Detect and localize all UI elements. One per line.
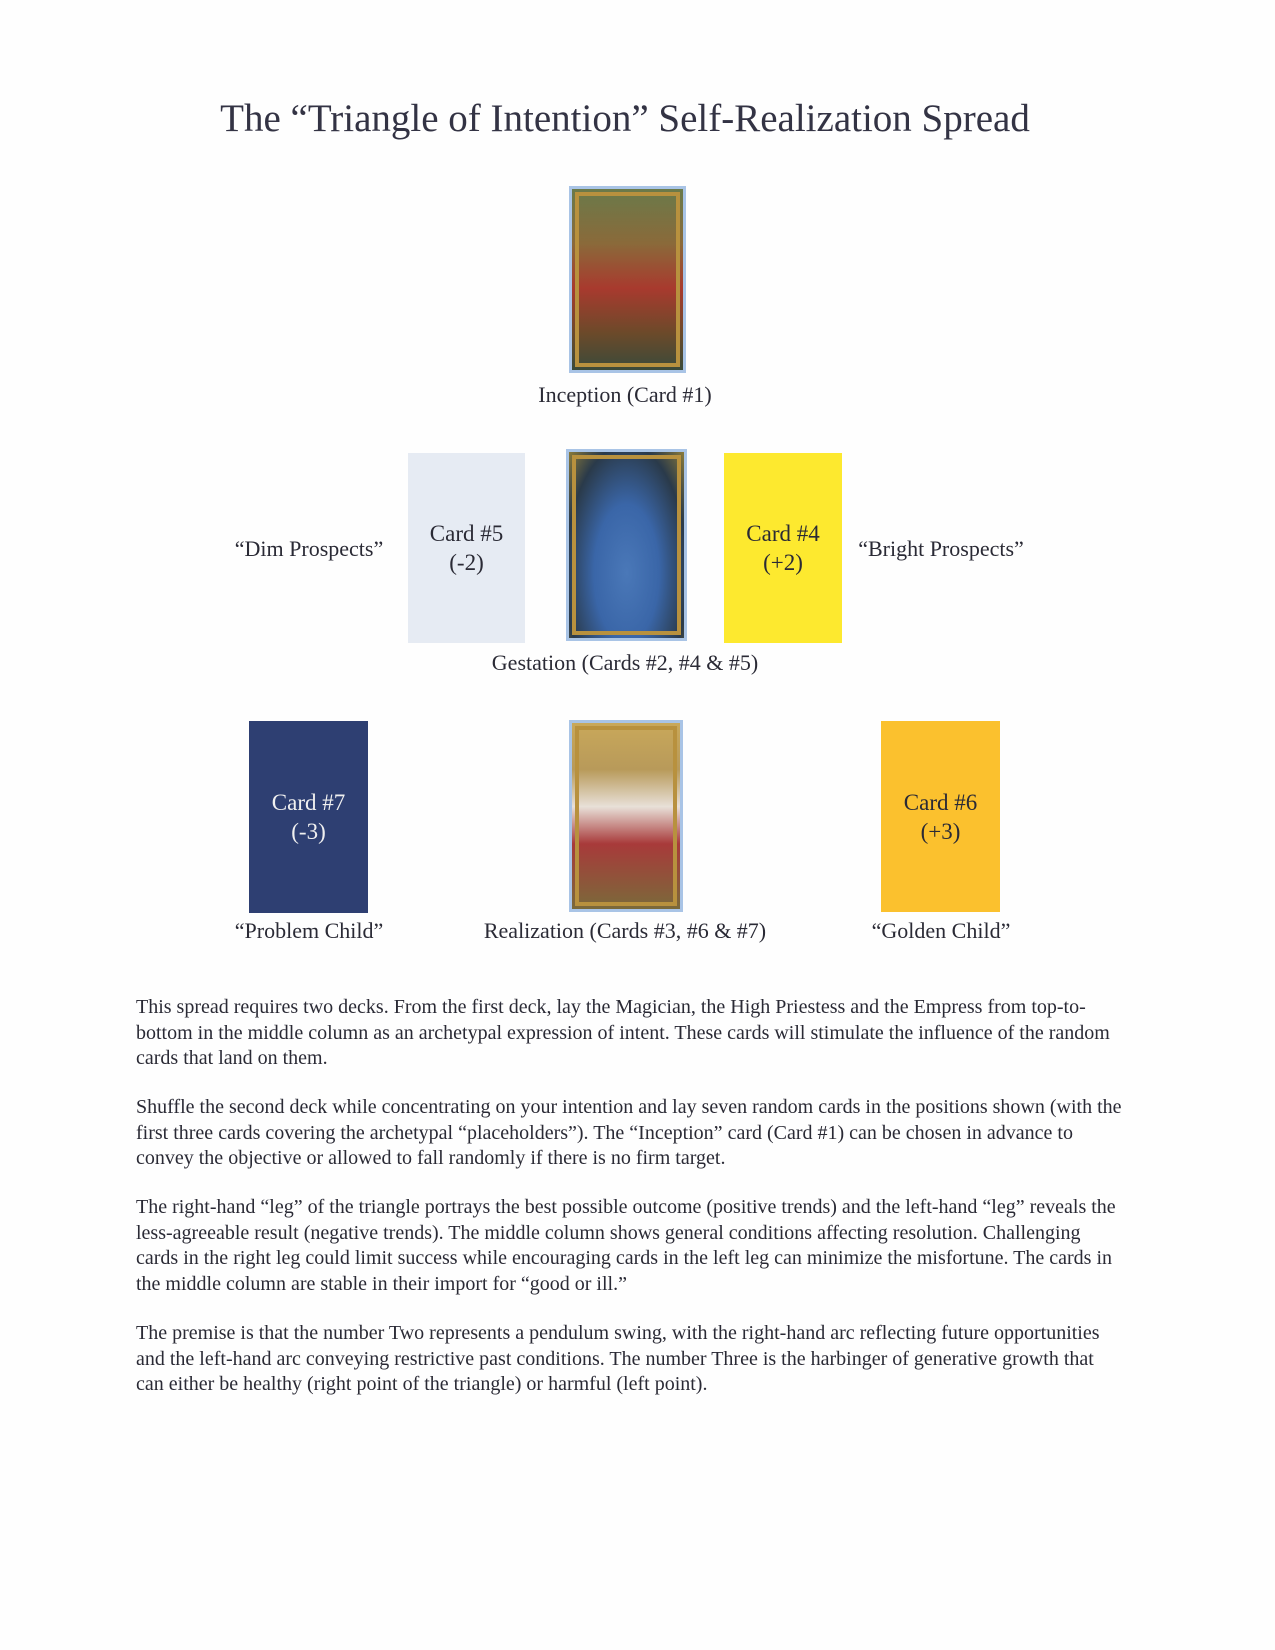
dim-prospects-label: “Dim Prospects” bbox=[234, 536, 384, 561]
golden-child-label: “Golden Child” bbox=[871, 918, 1011, 943]
card-5-value: (-2) bbox=[449, 550, 484, 575]
gestation-caption: Gestation (Cards #2, #4 & #5) bbox=[491, 650, 759, 675]
problem-child-label: “Problem Child” bbox=[234, 918, 384, 943]
bright-prospects-label: “Bright Prospects” bbox=[858, 536, 1024, 561]
card-6-value: (+3) bbox=[920, 818, 961, 844]
realization-caption: Realization (Cards #3, #6 & #7) bbox=[483, 918, 767, 943]
card-4-value: (+2) bbox=[763, 550, 803, 575]
card-7-title: Card #7 bbox=[271, 790, 346, 815]
card-5-placeholder bbox=[408, 453, 525, 643]
paragraph-2: Shuffle the second deck while concentrating on your intention and lay seven random cards in the positions shown (with the first three cards covering the archetypal “placeholders”). The “Inception” card (Card #1) can be chosen in advance to convey the objective or allowed to fall randomly if there is no firm target. bbox=[136, 1096, 1122, 1169]
card-7-value: (-3) bbox=[291, 819, 326, 844]
card-6-placeholder bbox=[881, 721, 1000, 912]
high-priestess-card-image bbox=[566, 449, 687, 641]
card-4-placeholder bbox=[724, 453, 842, 643]
paragraph-3: The right-hand “leg” of the triangle portrays the best possible outcome (positive trends) and the left-hand “leg” reveals the less-agreeable result (negative trends). The middle column shows general conditions affecting resolution. Challenging cards in the right leg could limit success while encouraging cards in the left leg can minimize the misfortune. The cards in the middle column are stable in their import for “good or ill.” bbox=[136, 1196, 1116, 1295]
page-title: The “Triangle of Intention” Self-Realization Spread bbox=[220, 97, 1030, 140]
empress-card-image bbox=[569, 720, 683, 912]
paragraph-4: The premise is that the number Two represents a pendulum swing, with the right-hand arc reflecting future opportunities and the left-hand arc conveying restrictive past conditions. The number Three is the harbinger of generative growth that can either be healthy (right point of the triangle) or harmful (left point). bbox=[136, 1322, 1100, 1395]
card-5-title: Card #5 bbox=[429, 521, 504, 546]
paragraph-1: This spread requires two decks. From the first deck, lay the Magician, the High Priestess and the Empress from top-to-bottom in the middle column as an archetypal expression of intent. These cards will stimulate the influence of the random cards that land on them. bbox=[136, 996, 1110, 1069]
card-4-title: Card #4 bbox=[746, 521, 820, 546]
card-7-placeholder bbox=[249, 721, 368, 913]
magician-card-image bbox=[569, 186, 686, 373]
card-6-title: Card #6 bbox=[903, 789, 978, 815]
inception-caption: Inception (Card #1) bbox=[538, 382, 712, 407]
